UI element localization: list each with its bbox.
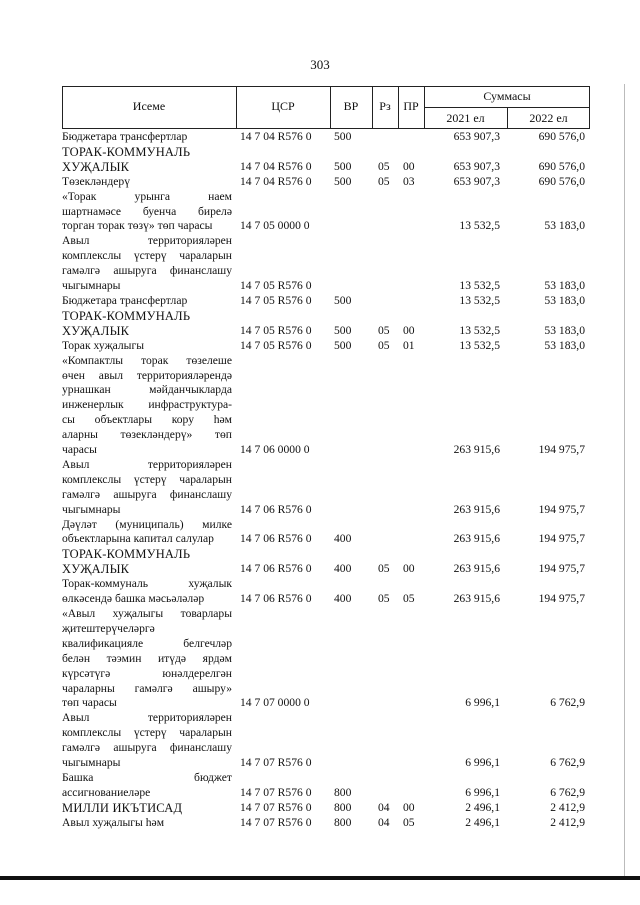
row-name-line: урнашкан мәйданчыкларда bbox=[62, 383, 232, 397]
cell-csr: 14 7 07 R576 0 bbox=[240, 756, 312, 770]
row-name-line: ХУҖАЛЫК bbox=[62, 323, 130, 338]
row-name-line: Авыл хуҗалыгы һәм bbox=[62, 815, 165, 829]
cell-s2021: 2 496,1 bbox=[465, 815, 500, 829]
cell-csr: 14 7 07 R576 0 bbox=[240, 800, 312, 814]
cell-rz: 04 bbox=[378, 815, 390, 829]
row-name-line: чыгымнары bbox=[62, 279, 121, 293]
cell-s2022: 53 183,0 bbox=[544, 293, 585, 307]
cell-rz: 05 bbox=[378, 174, 390, 188]
table-row bbox=[62, 190, 590, 235]
row-name bbox=[62, 130, 232, 145]
cell-pr: 00 bbox=[403, 562, 415, 576]
cell-s2022: 690 576,0 bbox=[538, 130, 585, 143]
cell-s2022: 6 762,9 bbox=[550, 756, 585, 770]
table-row bbox=[62, 234, 590, 294]
cell-s2021: 653 907,3 bbox=[453, 159, 500, 173]
row-name-line: МИЛЛИ ИКЪТИСАД bbox=[62, 800, 183, 815]
budget-table-body bbox=[62, 130, 590, 831]
cell-s2022: 194 975,7 bbox=[538, 592, 585, 606]
header-vr: ВР bbox=[343, 99, 359, 113]
row-name-line: Торак-коммуналь хуҗалык bbox=[62, 577, 232, 591]
row-name bbox=[62, 607, 232, 711]
row-name bbox=[62, 175, 232, 190]
cell-s2022: 6 762,9 bbox=[550, 696, 585, 710]
cell-s2021: 13 532,5 bbox=[459, 293, 500, 307]
cell-rz: 05 bbox=[378, 562, 390, 576]
cell-s2022: 53 183,0 bbox=[544, 323, 585, 337]
row-name-line: Бюджетара трансфертлар bbox=[62, 293, 188, 307]
cell-pr: 00 bbox=[403, 159, 415, 173]
cell-vr: 800 bbox=[334, 785, 352, 799]
cell-s2022: 53 183,0 bbox=[544, 219, 585, 233]
row-name-line: инженерлык инфраструктура- bbox=[62, 398, 232, 412]
table-row bbox=[62, 309, 590, 339]
row-name-line: ТОРАК-КОММУНАЛЬ bbox=[62, 547, 191, 562]
row-name-line: өчен авыл территорияләрендә bbox=[62, 368, 232, 382]
row-name-line: «Авыл хуҗалыгы товарлары bbox=[62, 607, 232, 620]
table-row bbox=[62, 458, 590, 518]
cell-s2021: 13 532,5 bbox=[459, 323, 500, 337]
cell-pr: 00 bbox=[403, 323, 415, 337]
cell-vr: 400 bbox=[334, 592, 352, 606]
cell-csr: 14 7 05 R576 0 bbox=[240, 338, 312, 352]
row-name bbox=[62, 771, 232, 801]
table-row bbox=[62, 339, 590, 354]
cell-s2021: 263 915,6 bbox=[453, 443, 500, 457]
row-name-line: белән тәэмин итүдә ярдәм bbox=[62, 651, 232, 665]
row-name bbox=[62, 816, 232, 831]
row-name-line: комплекслы үстерү чараларын bbox=[62, 726, 232, 740]
cell-vr: 500 bbox=[334, 338, 352, 352]
row-name-line: Төзекләндерү bbox=[62, 174, 131, 188]
cell-s2022: 53 183,0 bbox=[544, 279, 585, 293]
header-sums: Суммасы bbox=[483, 89, 531, 103]
cell-csr: 14 7 07 R576 0 bbox=[240, 815, 312, 829]
cell-csr: 14 7 05 R576 0 bbox=[240, 323, 312, 337]
row-name-line: ХУҖАЛЫК bbox=[62, 159, 130, 174]
cell-csr: 14 7 05 R576 0 bbox=[240, 279, 312, 293]
row-name-line: чарасы bbox=[62, 443, 97, 457]
row-name bbox=[62, 294, 232, 309]
cell-s2022: 194 975,7 bbox=[538, 502, 585, 516]
header-pr: ПР bbox=[403, 99, 419, 113]
cell-csr: 14 7 06 R576 0 bbox=[240, 562, 312, 576]
cell-s2022: 194 975,7 bbox=[538, 562, 585, 576]
row-name bbox=[62, 354, 232, 458]
cell-csr: 14 7 07 0000 0 bbox=[240, 696, 310, 710]
table-row bbox=[62, 175, 590, 190]
cell-s2021: 6 996,1 bbox=[465, 785, 500, 799]
table-row bbox=[62, 607, 590, 711]
row-name bbox=[62, 518, 232, 548]
row-name-line: җитештерүчеләргә bbox=[62, 621, 155, 635]
row-name-line: сы объектлары кору һәм bbox=[62, 413, 232, 427]
row-name bbox=[62, 801, 232, 816]
table-row bbox=[62, 354, 590, 458]
cell-vr: 400 bbox=[334, 532, 352, 546]
cell-pr: 05 bbox=[403, 815, 415, 829]
row-name-line: гамәлгә ашыруга финанслашу bbox=[62, 741, 232, 755]
row-name-line: комплекслы үстерү чараларын bbox=[62, 472, 232, 486]
cell-rz: 05 bbox=[378, 338, 390, 352]
table-row bbox=[62, 801, 590, 816]
header-csr: ЦСР bbox=[271, 99, 295, 113]
cell-csr: 14 7 06 R576 0 bbox=[240, 592, 312, 606]
row-name-line: Башка бюджет bbox=[62, 770, 232, 784]
table-header bbox=[62, 86, 590, 129]
cell-s2021: 2 496,1 bbox=[465, 800, 500, 814]
row-name-line: ТОРАК-КОММУНАЛЬ bbox=[62, 144, 191, 159]
cell-s2021: 263 915,6 bbox=[453, 592, 500, 606]
cell-pr: 01 bbox=[403, 338, 415, 352]
cell-s2022: 690 576,0 bbox=[538, 174, 585, 188]
cell-vr: 500 bbox=[334, 323, 352, 337]
row-name-line: ТОРАК-КОММУНАЛЬ bbox=[62, 308, 191, 323]
cell-s2021: 263 915,6 bbox=[453, 562, 500, 576]
cell-pr: 03 bbox=[403, 174, 415, 188]
cell-rz: 05 bbox=[378, 159, 390, 173]
table-row bbox=[62, 518, 590, 548]
cell-pr: 00 bbox=[403, 800, 415, 814]
row-name bbox=[62, 145, 232, 175]
row-name bbox=[62, 711, 232, 771]
cell-s2021: 13 532,5 bbox=[459, 279, 500, 293]
row-name-line: комплекслы үстерү чараларын bbox=[62, 249, 232, 263]
row-name-line: Авыл территорияләрен bbox=[62, 457, 232, 471]
row-name-line: чыгымнары bbox=[62, 502, 121, 516]
row-name-line: ХУҖАЛЫК bbox=[62, 562, 130, 577]
row-name-line: чараларны гамәлгә ашыру» bbox=[62, 681, 232, 695]
row-name bbox=[62, 547, 232, 577]
cell-s2021: 13 532,5 bbox=[459, 219, 500, 233]
table-row bbox=[62, 547, 590, 577]
row-name bbox=[62, 309, 232, 339]
row-name-line: гамәлгә ашыруга финанслашу bbox=[62, 264, 232, 278]
cell-s2022: 6 762,9 bbox=[550, 785, 585, 799]
page-number: 303 bbox=[310, 57, 330, 72]
cell-csr: 14 7 06 0000 0 bbox=[240, 443, 310, 457]
cell-s2022: 2 412,9 bbox=[550, 800, 585, 814]
row-name-line: күрсәтүгә юнәлдерелгән bbox=[62, 666, 232, 680]
row-name-line: аларны төзекләндерү» төп bbox=[62, 428, 232, 442]
table-row bbox=[62, 294, 590, 309]
row-name-line: өлкәсендә башка мәсьәләләр bbox=[62, 592, 205, 606]
row-name-line: «Торак урынга наем bbox=[62, 189, 232, 203]
cell-s2022: 690 576,0 bbox=[538, 159, 585, 173]
cell-csr: 14 7 05 0000 0 bbox=[240, 219, 310, 233]
cell-pr: 05 bbox=[403, 592, 415, 606]
cell-vr: 500 bbox=[334, 174, 352, 188]
header-year-2022: 2022 ел bbox=[529, 111, 568, 125]
table-row bbox=[62, 130, 590, 145]
cell-s2022: 53 183,0 bbox=[544, 338, 585, 352]
cell-s2021: 653 907,3 bbox=[453, 174, 500, 188]
cell-vr: 800 bbox=[334, 800, 352, 814]
header-divider bbox=[424, 107, 590, 108]
row-name bbox=[62, 190, 232, 235]
row-name-line: чыгымнары bbox=[62, 756, 121, 770]
header-year-2021: 2021 ел bbox=[446, 111, 485, 125]
cell-rz: 05 bbox=[378, 323, 390, 337]
row-name-line: Торак хуҗалыгы bbox=[62, 338, 145, 352]
row-name bbox=[62, 458, 232, 518]
cell-s2021: 13 532,5 bbox=[459, 338, 500, 352]
scan-edge bbox=[624, 84, 625, 876]
cell-rz: 05 bbox=[378, 592, 390, 606]
row-name-line: Бюджетара трансфертлар bbox=[62, 130, 188, 143]
row-name bbox=[62, 234, 232, 294]
cell-vr: 500 bbox=[334, 293, 352, 307]
cell-s2021: 653 907,3 bbox=[453, 130, 500, 143]
cell-s2021: 263 915,6 bbox=[453, 502, 500, 516]
row-name-line: төп чарасы bbox=[62, 696, 117, 710]
header-name: Исеме bbox=[132, 99, 166, 113]
cell-s2021: 6 996,1 bbox=[465, 756, 500, 770]
row-name-line: Авыл территорияләрен bbox=[62, 711, 232, 725]
cell-csr: 14 7 06 R576 0 bbox=[240, 502, 312, 516]
cell-csr: 14 7 04 R576 0 bbox=[240, 130, 312, 143]
cell-csr: 14 7 07 R576 0 bbox=[240, 785, 312, 799]
cell-s2022: 194 975,7 bbox=[538, 532, 585, 546]
row-name-line: ассигнованиеләре bbox=[62, 785, 151, 799]
row-name-line: Авыл территорияләрен bbox=[62, 234, 232, 248]
cell-s2021: 6 996,1 bbox=[465, 696, 500, 710]
cell-csr: 14 7 05 R576 0 bbox=[240, 293, 312, 307]
cell-s2022: 194 975,7 bbox=[538, 443, 585, 457]
cell-csr: 14 7 04 R576 0 bbox=[240, 159, 312, 173]
cell-s2021: 263 915,6 bbox=[453, 532, 500, 546]
row-name bbox=[62, 577, 232, 607]
cell-vr: 500 bbox=[334, 159, 352, 173]
row-name-line: торган торак төзү» төп чарасы bbox=[62, 219, 213, 233]
cell-s2022: 2 412,9 bbox=[550, 815, 585, 829]
table-row bbox=[62, 711, 590, 771]
row-name-line: квалификацияле белгечләр bbox=[62, 636, 232, 650]
row-name bbox=[62, 339, 232, 354]
row-name-line: «Компактлы торак төзелеше bbox=[62, 353, 232, 367]
cell-csr: 14 7 06 R576 0 bbox=[240, 532, 312, 546]
cell-vr: 800 bbox=[334, 815, 352, 829]
row-name-line: шартнамәсе буенча бирелә bbox=[62, 204, 232, 218]
scan-border bbox=[0, 876, 640, 880]
table-row bbox=[62, 771, 590, 801]
table-row bbox=[62, 145, 590, 175]
header-rz: Рз bbox=[379, 99, 391, 113]
row-name-line: гамәлгә ашыруга финанслашу bbox=[62, 487, 232, 501]
cell-vr: 500 bbox=[334, 130, 352, 143]
row-name-line: объектларына капитал салулар bbox=[62, 532, 214, 546]
cell-vr: 400 bbox=[334, 562, 352, 576]
row-name-line: Дәүләт (муниципаль) милке bbox=[62, 517, 232, 531]
table-row bbox=[62, 577, 590, 607]
table-row bbox=[62, 816, 590, 831]
cell-csr: 14 7 04 R576 0 bbox=[240, 174, 312, 188]
cell-rz: 04 bbox=[378, 800, 390, 814]
